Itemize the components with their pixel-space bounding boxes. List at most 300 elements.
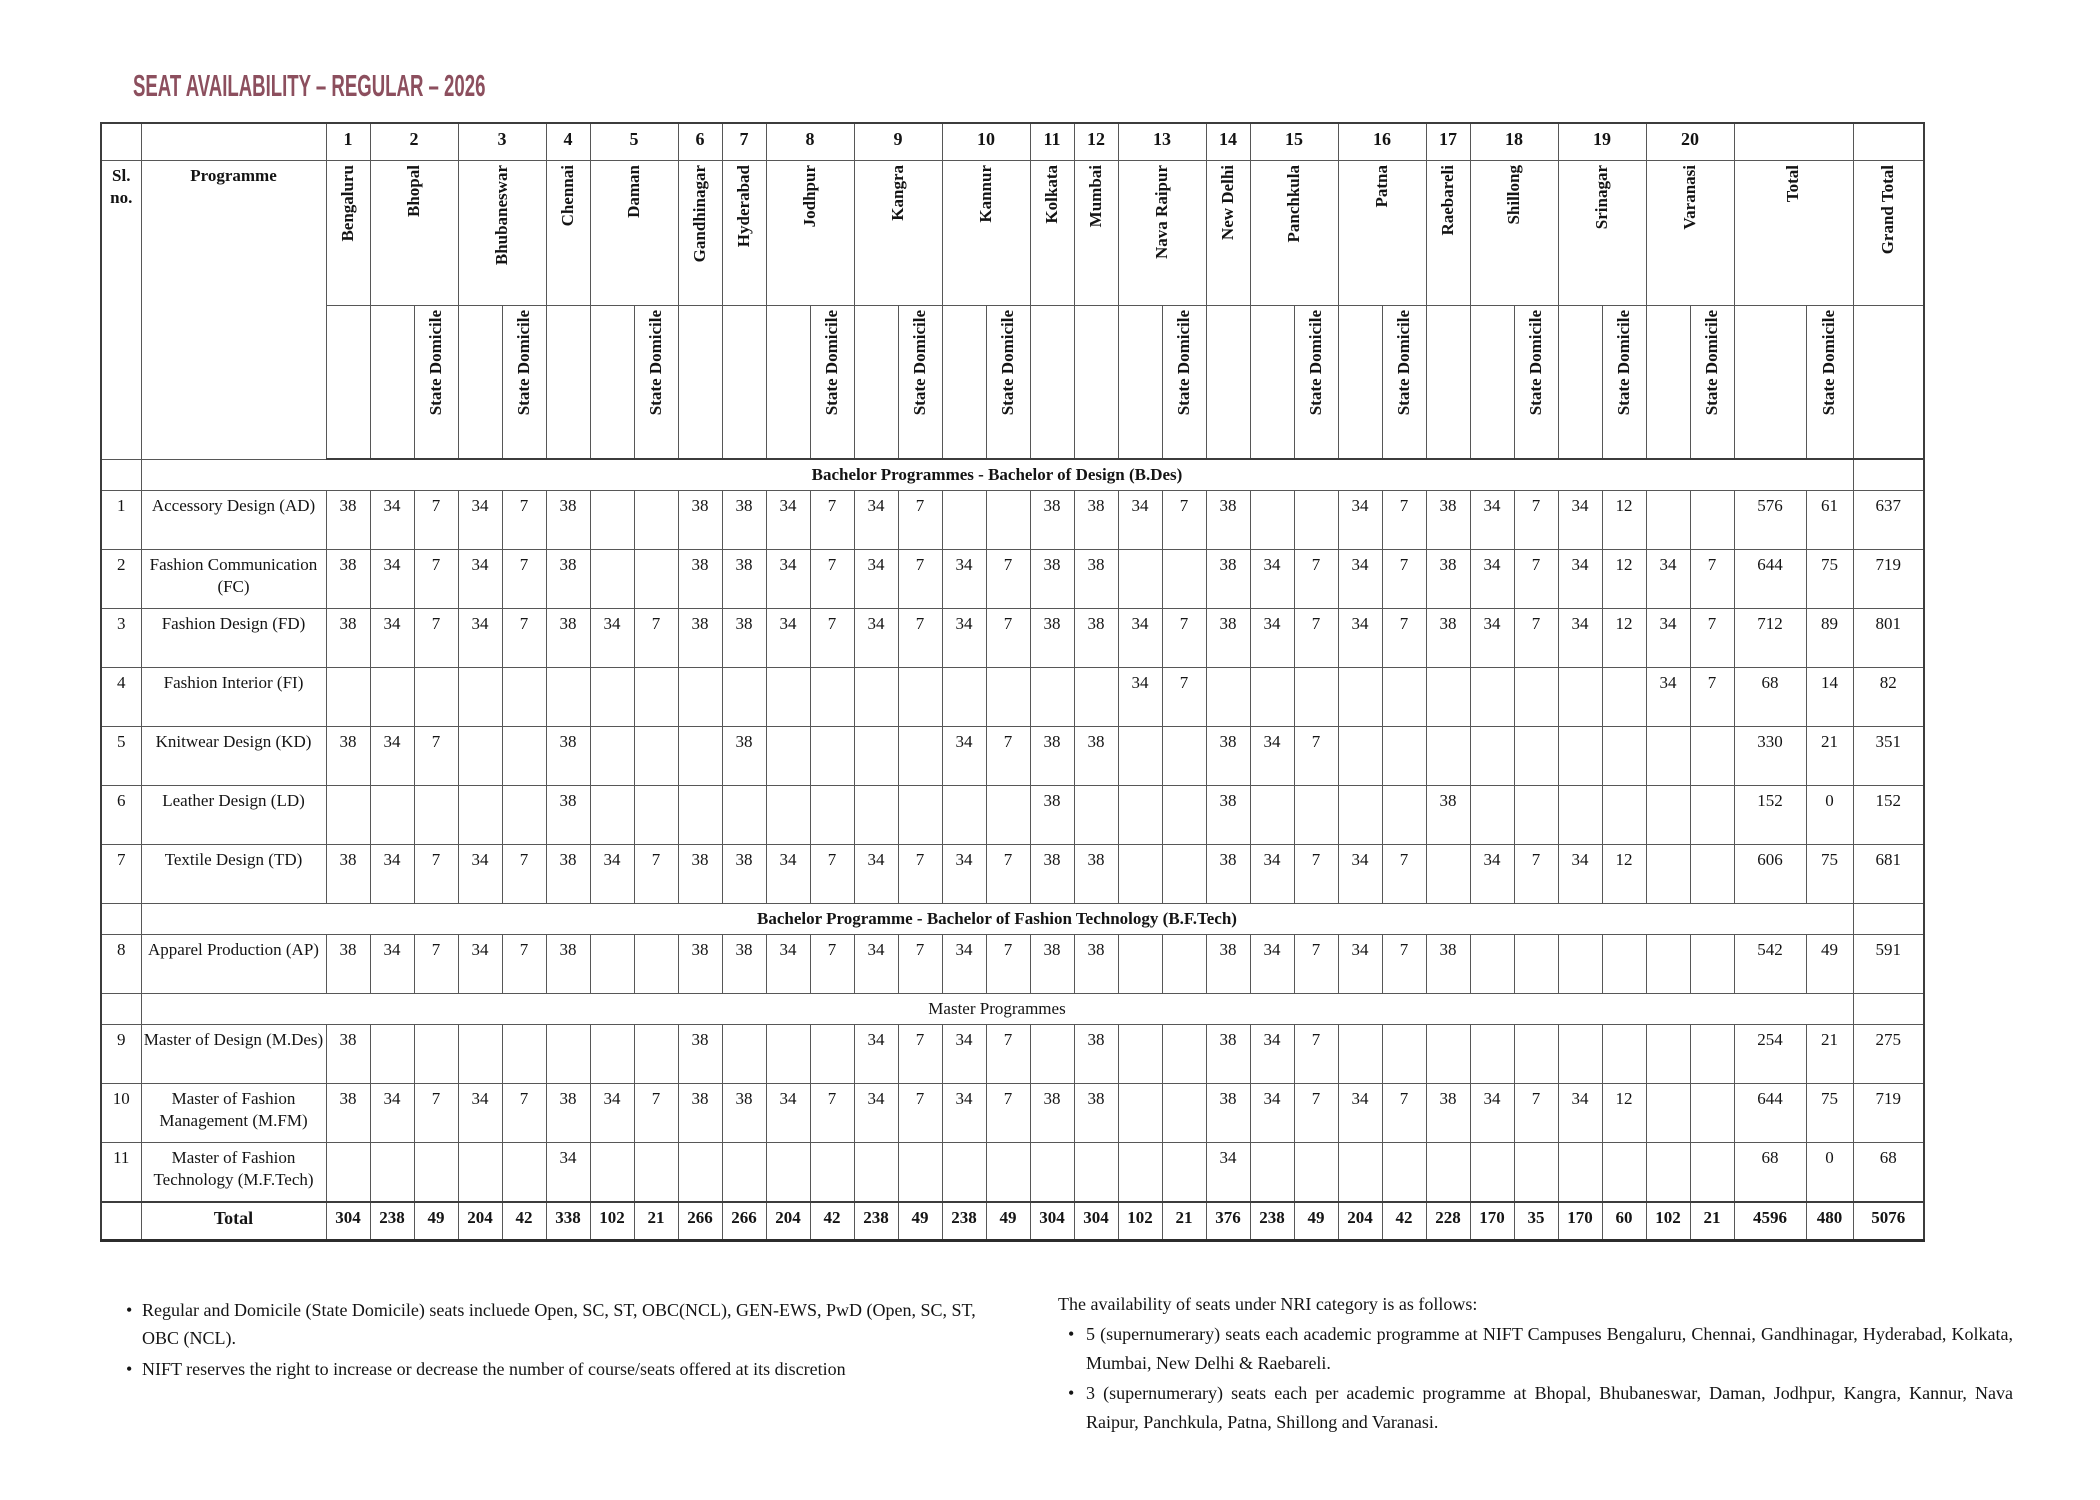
sl-no-cell: 1: [101, 491, 141, 550]
seat-value-cell: [1382, 668, 1426, 727]
column-total-cell: 49: [986, 1202, 1030, 1241]
seat-value-cell: 7: [634, 845, 678, 904]
seat-value-cell: 38: [326, 1025, 370, 1084]
seat-value-cell: [678, 786, 722, 845]
column-total-cell: 42: [502, 1202, 546, 1241]
city-name-header: [1558, 161, 1646, 306]
empty-cell: [101, 459, 141, 491]
empty-cell: [1853, 306, 1924, 460]
seat-value-cell: 38: [546, 609, 590, 668]
state-domicile-vertical-label: State Domicile: [1305, 310, 1325, 416]
sl-no-cell: 5: [101, 727, 141, 786]
grand-total-vertical-label: Grand Total: [1877, 165, 1897, 255]
column-total-cell: 60: [1602, 1202, 1646, 1241]
seat-value-cell: 38: [326, 935, 370, 994]
city-name-vertical-label: Bhopal: [403, 165, 423, 217]
seat-value-cell: 38: [1030, 491, 1074, 550]
seat-value-cell: [1074, 1143, 1118, 1203]
city-name-header: [458, 161, 546, 306]
column-total-cell: 35: [1514, 1202, 1558, 1241]
seat-value-cell: 34: [1470, 1084, 1514, 1143]
seat-value-cell: [458, 1025, 502, 1084]
seat-value-cell: [590, 727, 634, 786]
row-total-domicile-cell: 49: [1806, 935, 1853, 994]
state-domicile-vertical-label: State Domicile: [1701, 310, 1721, 416]
seat-value-cell: [1558, 786, 1602, 845]
seat-value-cell: 38: [722, 845, 766, 904]
city-name-vertical-label: Shillong: [1503, 165, 1523, 225]
row-total-cell: 68: [1734, 1143, 1806, 1203]
row-total-domicile-cell: 75: [1806, 1084, 1853, 1143]
seat-value-cell: [1470, 1143, 1514, 1203]
seat-value-cell: 38: [326, 1084, 370, 1143]
seat-value-cell: 34: [1338, 935, 1382, 994]
seat-value-cell: 7: [898, 1025, 942, 1084]
empty-cell: [141, 123, 326, 161]
seat-value-cell: [1250, 1143, 1294, 1203]
column-total-cell: 102: [1118, 1202, 1162, 1241]
table-row: [101, 668, 1924, 727]
seat-value-cell: 34: [1338, 845, 1382, 904]
section-header: Master Programmes: [141, 994, 1853, 1025]
seat-value-cell: 7: [414, 845, 458, 904]
table-row: [101, 727, 1924, 786]
footnotes-left: [118, 1296, 1003, 1385]
seat-value-cell: [898, 727, 942, 786]
seat-value-cell: 7: [810, 609, 854, 668]
column-total-cell: 338: [546, 1202, 590, 1241]
column-total-cell: 266: [722, 1202, 766, 1241]
seat-value-cell: 7: [1294, 609, 1338, 668]
city-name-vertical-label: Kolkata: [1041, 165, 1061, 224]
programme-cell: Fashion Communication (FC): [141, 550, 326, 609]
empty-cell: [101, 123, 141, 161]
empty-cell: [101, 1202, 141, 1241]
seat-value-cell: [1162, 1143, 1206, 1203]
seat-value-cell: 38: [1030, 609, 1074, 668]
footnote-item: [1058, 1320, 2013, 1377]
seat-value-cell: 34: [1250, 727, 1294, 786]
empty-cell: [1734, 306, 1806, 460]
col-number-header: 16: [1338, 123, 1426, 161]
seat-value-cell: [1250, 668, 1294, 727]
seat-value-cell: 7: [898, 935, 942, 994]
seat-value-cell: 7: [986, 845, 1030, 904]
seat-value-cell: [722, 1025, 766, 1084]
seat-value-cell: 7: [810, 1084, 854, 1143]
empty-cell: [1250, 306, 1294, 460]
seat-value-cell: [722, 786, 766, 845]
city-name-vertical-label: Kannur: [975, 165, 995, 223]
seat-value-cell: 34: [1646, 668, 1690, 727]
seat-value-cell: [1338, 727, 1382, 786]
sl-no-cell: 8: [101, 935, 141, 994]
column-total-cell: 102: [590, 1202, 634, 1241]
seat-value-cell: [326, 786, 370, 845]
seat-value-cell: [502, 1143, 546, 1203]
empty-cell: [1338, 306, 1382, 460]
seat-value-cell: 38: [1030, 550, 1074, 609]
seat-value-cell: 34: [1250, 845, 1294, 904]
bullet-icon: •: [126, 1300, 133, 1320]
column-total-cell: 170: [1470, 1202, 1514, 1241]
seat-value-cell: 7: [1294, 1084, 1338, 1143]
seat-value-cell: [1426, 1143, 1470, 1203]
seat-value-cell: 34: [854, 550, 898, 609]
seat-value-cell: [502, 1025, 546, 1084]
seat-value-cell: [1646, 727, 1690, 786]
seat-value-cell: [1646, 1084, 1690, 1143]
seat-value-cell: [1426, 668, 1470, 727]
city-name-vertical-label: Panchkula: [1283, 165, 1303, 243]
programme-cell: Master of Fashion Technology (M.F.Tech): [141, 1143, 326, 1203]
seat-value-cell: [1646, 786, 1690, 845]
seat-value-cell: 7: [1382, 491, 1426, 550]
seat-value-cell: [1030, 668, 1074, 727]
column-total-cell: 21: [634, 1202, 678, 1241]
seat-value-cell: 34: [1338, 609, 1382, 668]
footnote-text: NIFT reserves the right to increase or decrease the number of course/seats offered at its discretion: [142, 1358, 846, 1379]
state-domicile-header: [634, 306, 678, 460]
seat-value-cell: 38: [546, 1084, 590, 1143]
seat-value-cell: [590, 935, 634, 994]
seat-value-cell: [854, 1143, 898, 1203]
city-name-vertical-label: Patna: [1371, 165, 1391, 208]
seat-value-cell: [766, 727, 810, 786]
seat-value-cell: 7: [898, 609, 942, 668]
seat-value-cell: [502, 786, 546, 845]
col-number-header: 7: [722, 123, 766, 161]
row-total-cell: 606: [1734, 845, 1806, 904]
seat-value-cell: [1602, 935, 1646, 994]
seat-value-cell: 38: [1206, 1084, 1250, 1143]
city-name-vertical-label: Varanasi: [1679, 165, 1699, 230]
seat-value-cell: 38: [1030, 786, 1074, 845]
col-number-header: 11: [1030, 123, 1074, 161]
seat-value-cell: 34: [370, 491, 414, 550]
seat-value-cell: 7: [810, 550, 854, 609]
seat-value-cell: [458, 727, 502, 786]
seat-value-cell: [722, 668, 766, 727]
sl-no-header: Sl. no.: [101, 161, 141, 460]
row-grand-total-cell: 719: [1853, 550, 1924, 609]
seat-value-cell: [1602, 1143, 1646, 1203]
seat-value-cell: 34: [590, 845, 634, 904]
column-total-cell: 304: [326, 1202, 370, 1241]
seat-value-cell: 7: [1382, 550, 1426, 609]
sl-no-cell: 11: [101, 1143, 141, 1203]
seat-value-cell: 34: [854, 1025, 898, 1084]
seat-value-cell: [634, 668, 678, 727]
seat-value-cell: [1558, 668, 1602, 727]
seat-value-cell: 34: [1118, 668, 1162, 727]
seat-value-cell: 34: [590, 1084, 634, 1143]
city-name-vertical-label: Raebareli: [1437, 165, 1457, 236]
seat-value-cell: [766, 786, 810, 845]
city-name-header: [590, 161, 678, 306]
seat-value-cell: [1514, 668, 1558, 727]
city-name-header: [678, 161, 722, 306]
seat-value-cell: [1426, 727, 1470, 786]
seat-value-cell: [1294, 1143, 1338, 1203]
seat-value-cell: [1338, 668, 1382, 727]
seat-value-cell: [1690, 1143, 1734, 1203]
seat-value-cell: [370, 1143, 414, 1203]
footnotes-right: [1058, 1290, 2013, 1438]
seat-value-cell: [1646, 1143, 1690, 1203]
seat-value-cell: [1206, 668, 1250, 727]
seat-value-cell: [1118, 845, 1162, 904]
seat-value-cell: 34: [766, 491, 810, 550]
column-total-cell: 49: [898, 1202, 942, 1241]
seat-value-cell: 38: [1030, 1084, 1074, 1143]
seat-value-cell: 34: [766, 550, 810, 609]
seat-value-cell: 34: [458, 491, 502, 550]
seat-value-cell: 34: [766, 1084, 810, 1143]
sl-no-cell: 4: [101, 668, 141, 727]
city-name-vertical-label: Srinagar: [1591, 165, 1611, 230]
column-total-cell: 304: [1074, 1202, 1118, 1241]
seat-value-cell: [1162, 845, 1206, 904]
seat-value-cell: [1558, 1143, 1602, 1203]
section-header: Bachelor Programme - Bachelor of Fashion Technology (B.F.Tech): [141, 904, 1853, 935]
seat-value-cell: 7: [634, 1084, 678, 1143]
col-number-header: 17: [1426, 123, 1470, 161]
state-domicile-vertical-label: State Domicile: [821, 310, 841, 416]
seat-value-cell: 34: [1470, 550, 1514, 609]
seat-value-cell: [942, 1143, 986, 1203]
seat-value-cell: 34: [458, 845, 502, 904]
seat-value-cell: 7: [502, 1084, 546, 1143]
seat-value-cell: [898, 668, 942, 727]
table-row: [101, 550, 1924, 609]
seat-value-cell: [810, 786, 854, 845]
seat-value-cell: 38: [1030, 935, 1074, 994]
seat-value-cell: 34: [1558, 1084, 1602, 1143]
seat-value-cell: [1338, 786, 1382, 845]
seat-value-cell: [458, 1143, 502, 1203]
bullet-icon: •: [1068, 1324, 1075, 1345]
sl-no-cell: 9: [101, 1025, 141, 1084]
empty-cell: [1030, 306, 1074, 460]
col-number-header: 6: [678, 123, 722, 161]
state-domicile-vertical-label: State Domicile: [997, 310, 1017, 416]
seat-value-cell: 34: [942, 727, 986, 786]
seat-value-cell: [1074, 786, 1118, 845]
seat-value-cell: [678, 1143, 722, 1203]
seat-value-cell: 34: [370, 845, 414, 904]
seat-value-cell: [1690, 727, 1734, 786]
col-number-header: 15: [1250, 123, 1338, 161]
seat-value-cell: [1338, 1025, 1382, 1084]
seat-value-cell: 34: [854, 491, 898, 550]
footnote-item: [118, 1296, 1003, 1353]
seat-value-cell: [1118, 935, 1162, 994]
seat-value-cell: [590, 1143, 634, 1203]
empty-cell: [1206, 306, 1250, 460]
seat-value-cell: 7: [986, 935, 1030, 994]
table-row: [101, 994, 1924, 1025]
table-row: [101, 123, 1924, 161]
city-name-header: [1646, 161, 1734, 306]
row-total-domicile-cell: 61: [1806, 491, 1853, 550]
programme-cell: Accessory Design (AD): [141, 491, 326, 550]
empty-cell: [722, 306, 766, 460]
seat-value-cell: 34: [590, 609, 634, 668]
city-name-vertical-label: Bengaluru: [337, 165, 357, 242]
sl-no-cell: 10: [101, 1084, 141, 1143]
table-row: [101, 161, 1924, 306]
grand-total-domicile-cell: 480: [1806, 1202, 1853, 1241]
empty-cell: [101, 904, 141, 935]
section-header: Bachelor Programmes - Bachelor of Design (B.Des): [141, 459, 1853, 491]
seat-value-cell: 12: [1602, 550, 1646, 609]
seat-value-cell: [766, 1025, 810, 1084]
seat-value-cell: 34: [1250, 935, 1294, 994]
seat-value-cell: 34: [766, 935, 810, 994]
seat-value-cell: [1646, 491, 1690, 550]
seat-value-cell: 38: [678, 1025, 722, 1084]
empty-cell: [942, 306, 986, 460]
seat-value-cell: 38: [1426, 935, 1470, 994]
seat-value-cell: 38: [722, 1084, 766, 1143]
state-domicile-vertical-label: State Domicile: [1819, 310, 1839, 416]
seat-value-cell: [1602, 1025, 1646, 1084]
seat-value-cell: 38: [1074, 1025, 1118, 1084]
seat-value-cell: 7: [1514, 491, 1558, 550]
seat-value-cell: 38: [1426, 1084, 1470, 1143]
city-name-vertical-label: Chennai: [557, 165, 577, 227]
seat-value-cell: [854, 786, 898, 845]
seat-value-cell: 7: [898, 550, 942, 609]
seat-value-cell: 38: [1074, 1084, 1118, 1143]
seat-value-cell: [810, 727, 854, 786]
row-total-domicile-cell: 0: [1806, 1143, 1853, 1203]
empty-cell: [1853, 123, 1924, 161]
col-number-header: 19: [1558, 123, 1646, 161]
seat-value-cell: 38: [1074, 727, 1118, 786]
state-domicile-header: [898, 306, 942, 460]
seat-value-cell: 38: [1030, 727, 1074, 786]
col-number-header: 3: [458, 123, 546, 161]
programme-cell: Textile Design (TD): [141, 845, 326, 904]
seat-value-cell: 34: [942, 935, 986, 994]
seat-value-cell: [1338, 1143, 1382, 1203]
seat-value-cell: [1030, 1025, 1074, 1084]
city-name-vertical-label: Hyderabad: [733, 165, 753, 248]
row-total-domicile-cell: 89: [1806, 609, 1853, 668]
seat-value-cell: [1426, 1025, 1470, 1084]
seat-value-cell: [986, 491, 1030, 550]
seat-value-cell: 7: [414, 727, 458, 786]
column-total-cell: 170: [1558, 1202, 1602, 1241]
table-row: [101, 1202, 1924, 1241]
seat-value-cell: 38: [678, 1084, 722, 1143]
seat-value-cell: [634, 1143, 678, 1203]
seat-value-cell: [1382, 786, 1426, 845]
empty-cell: [590, 306, 634, 460]
seat-value-cell: 34: [1558, 845, 1602, 904]
seat-value-cell: 38: [546, 935, 590, 994]
city-name-header: [1206, 161, 1250, 306]
programme-cell: Fashion Interior (FI): [141, 668, 326, 727]
seat-value-cell: 7: [986, 609, 1030, 668]
seat-value-cell: 34: [458, 1084, 502, 1143]
seat-value-cell: [1646, 935, 1690, 994]
seat-value-cell: 34: [854, 845, 898, 904]
seat-value-cell: [1602, 727, 1646, 786]
seat-value-cell: 38: [722, 727, 766, 786]
seat-value-cell: [1690, 935, 1734, 994]
seat-value-cell: 34: [458, 609, 502, 668]
seat-value-cell: [1602, 668, 1646, 727]
seat-value-cell: 7: [1382, 845, 1426, 904]
seat-value-cell: 34: [1338, 1084, 1382, 1143]
seat-value-cell: 34: [370, 935, 414, 994]
column-total-cell: 21: [1690, 1202, 1734, 1241]
table-row: [101, 609, 1924, 668]
seat-value-cell: [634, 727, 678, 786]
seat-value-cell: [678, 727, 722, 786]
seat-value-cell: [1690, 1084, 1734, 1143]
seat-value-cell: 7: [502, 491, 546, 550]
empty-cell: [1646, 306, 1690, 460]
seat-value-cell: [1118, 786, 1162, 845]
programme-cell: Fashion Design (FD): [141, 609, 326, 668]
city-name-vertical-label: Bhubaneswar: [491, 165, 511, 266]
seat-value-cell: 7: [414, 550, 458, 609]
seat-value-cell: [986, 1143, 1030, 1203]
seat-value-cell: 34: [1250, 1084, 1294, 1143]
seat-availability-table: [100, 122, 1925, 1242]
table-row: [101, 1025, 1924, 1084]
seat-value-cell: [590, 668, 634, 727]
seat-value-cell: 7: [986, 550, 1030, 609]
seat-value-cell: 7: [634, 609, 678, 668]
seat-value-cell: [1514, 727, 1558, 786]
state-domicile-header: [1514, 306, 1558, 460]
seat-value-cell: [458, 786, 502, 845]
seat-value-cell: [1118, 1025, 1162, 1084]
row-grand-total-cell: 68: [1853, 1143, 1924, 1203]
seat-value-cell: [810, 668, 854, 727]
seat-value-cell: [1294, 491, 1338, 550]
footnote-text: 3 (supernumerary) seats each per academic programme at Bhopal, Bhubaneswar, Daman, Jodhpur, Kangra, Kannur, Nava Raipur, Panchkula, Patna, Shillong and Varanasi.: [1086, 1383, 2013, 1432]
programme-cell: Master of Design (M.Des): [141, 1025, 326, 1084]
seat-value-cell: [1646, 1025, 1690, 1084]
column-total-cell: 238: [854, 1202, 898, 1241]
seat-value-cell: 34: [370, 727, 414, 786]
column-total-cell: 204: [458, 1202, 502, 1241]
city-name-vertical-label: Mumbai: [1085, 165, 1105, 228]
seat-value-cell: 12: [1602, 845, 1646, 904]
table-row: [101, 1084, 1924, 1143]
state-domicile-header: [810, 306, 854, 460]
seat-value-cell: 7: [414, 1084, 458, 1143]
seat-value-cell: 38: [1206, 491, 1250, 550]
seat-value-cell: [1162, 935, 1206, 994]
empty-cell: [458, 306, 502, 460]
seat-value-cell: 38: [1426, 609, 1470, 668]
state-domicile-header: [502, 306, 546, 460]
state-domicile-header: [986, 306, 1030, 460]
state-domicile-vertical-label: State Domicile: [645, 310, 665, 416]
row-total-cell: 68: [1734, 668, 1806, 727]
seat-value-cell: 38: [1206, 609, 1250, 668]
city-name-vertical-label: Jodhpur: [799, 165, 819, 228]
seat-value-cell: 34: [1118, 491, 1162, 550]
table-row: [101, 491, 1924, 550]
